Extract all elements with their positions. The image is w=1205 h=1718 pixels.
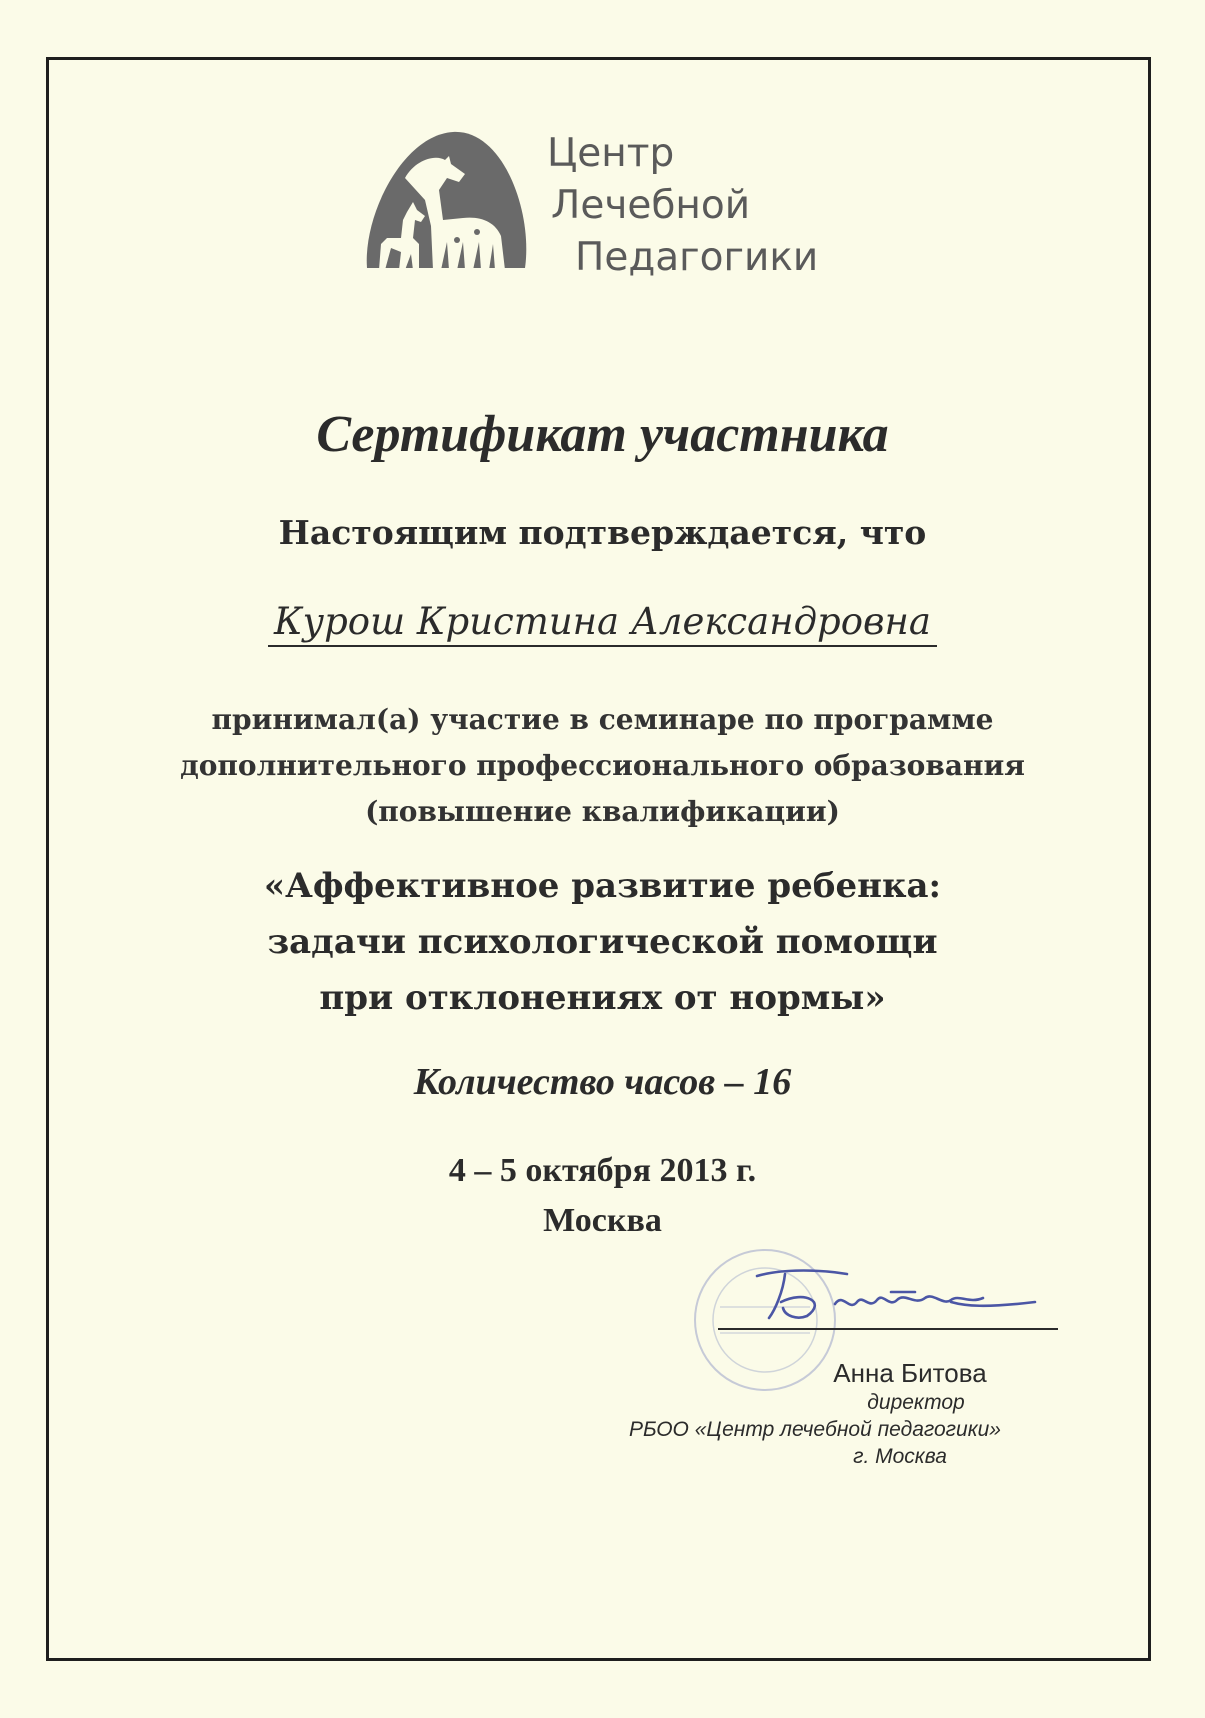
signer-name: Анна Битова: [833, 1358, 987, 1388]
logo-text-line-2: Лечебной: [551, 183, 751, 228]
statement-line-3: (повышение квалификации): [365, 795, 840, 828]
director-signature: [745, 1262, 1045, 1332]
logo-wordmark: [547, 128, 818, 284]
organization-logo: [355, 120, 855, 300]
program-title: [0, 858, 1205, 1026]
signer-block: [629, 1357, 1120, 1470]
participant-name: [0, 600, 1205, 643]
confirmation-text: Настоящим подтверждается, что: [278, 513, 927, 552]
program-line-1: «Аффективное развитие ребенка:: [263, 866, 942, 906]
statement-line-1: принимал(а) участие в семинаре по программе: [211, 703, 994, 736]
participant-name-text: Курош Кристина Александровна: [268, 600, 937, 647]
giraffe-logo-icon: [355, 120, 535, 300]
signature-line: [718, 1328, 1058, 1330]
event-city: Москва: [543, 1202, 662, 1239]
program-line-3: при отклонениях от нормы»: [319, 978, 886, 1018]
statement-line-2: дополнительного профессионального образования: [180, 749, 1025, 782]
certificate-title: Сертификат участника: [316, 406, 889, 463]
event-date-block: [0, 1146, 1205, 1246]
hours-count: Количество часов – 16: [413, 1061, 792, 1103]
signer-position: директор: [867, 1391, 965, 1414]
program-line-2: задачи психологической помощи: [267, 922, 938, 962]
signer-organization: РБОО «Центр лечебной педагогики»: [629, 1418, 1001, 1441]
signer-city: г. Москва: [853, 1445, 947, 1468]
event-date: 4 – 5 октября 2013 г.: [448, 1152, 757, 1189]
logo-text-line-1: Центр: [547, 131, 675, 176]
participation-statement: [0, 697, 1205, 835]
logo-text-line-3: Педагогики: [575, 235, 819, 280]
